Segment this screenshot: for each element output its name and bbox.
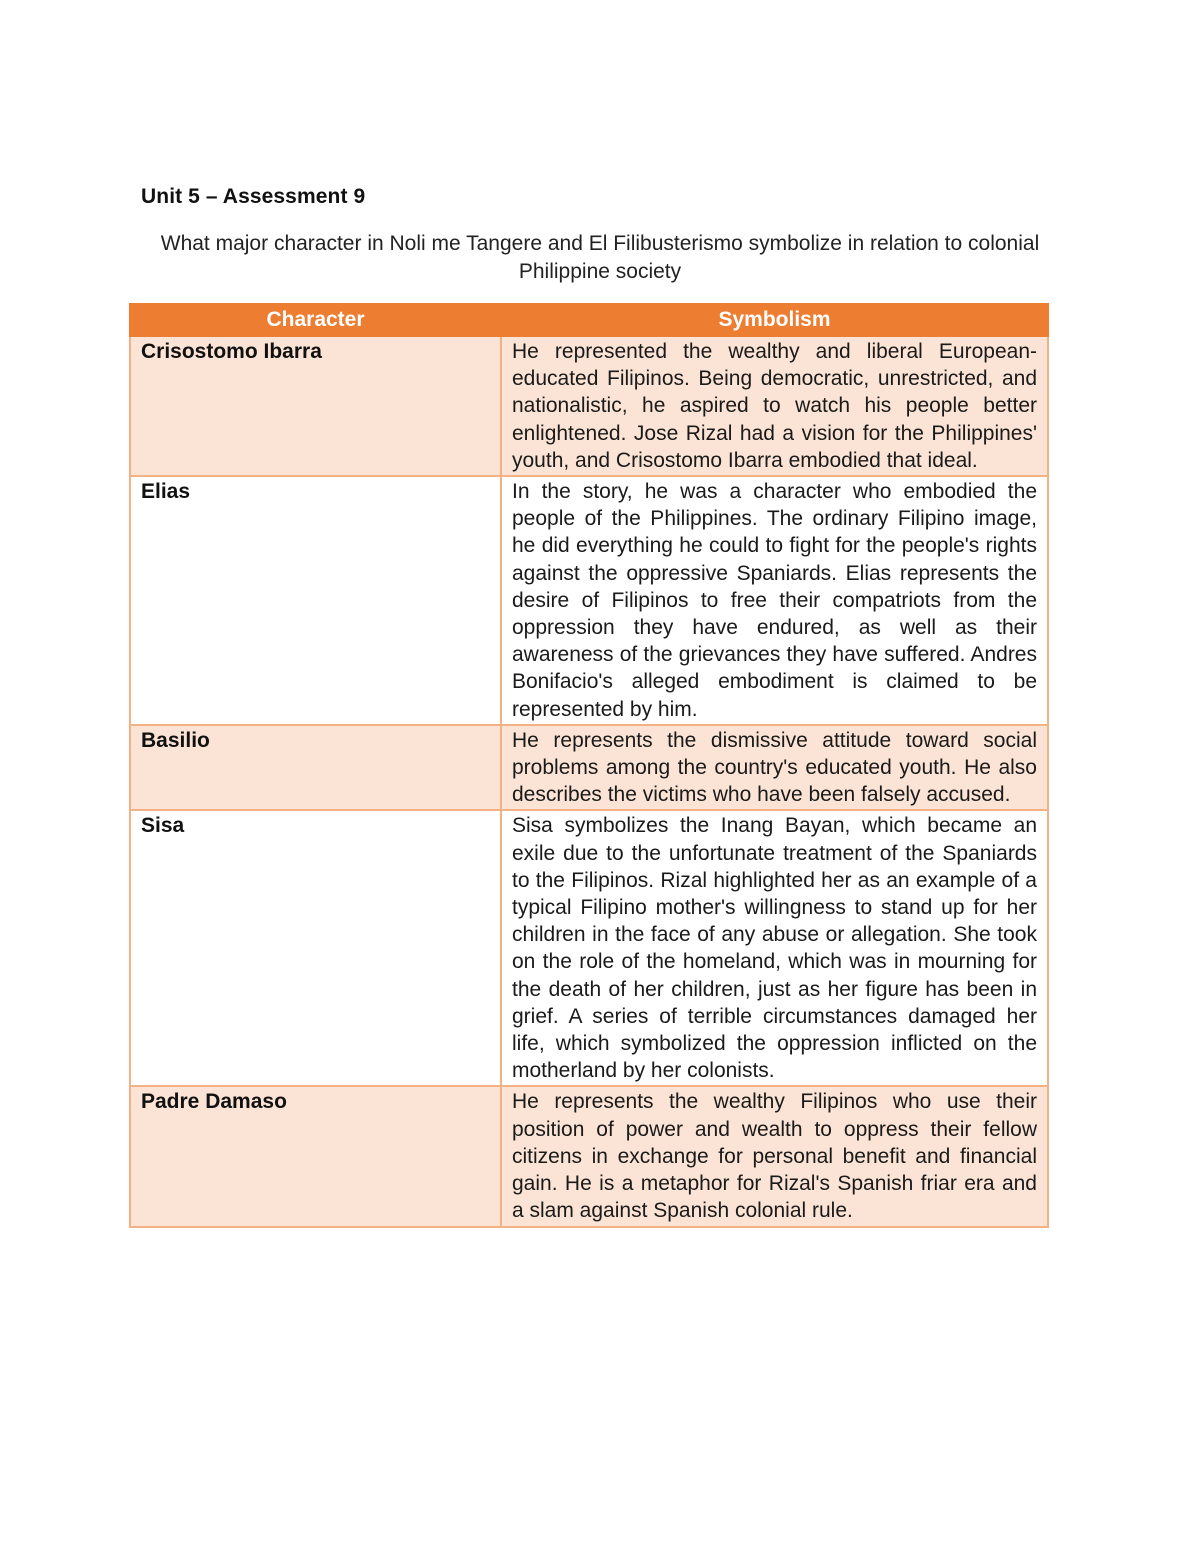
- character-name: Crisostomo Ibarra: [130, 336, 501, 476]
- table-header-row: [130, 304, 1048, 336]
- symbolism-text: In the story, he was a character who embodied the people of the Philippines. The ordinary Filipino image, he did everything he could to fight for the people's rights against the oppressive Spaniards. Elias represents the desire of Filipinos to free their compatriots from the oppression they have endured, as well as their awareness of the grievances they have suffered. Andres Bonifacio's alleged embodiment is claimed to be represented by him.: [501, 476, 1048, 725]
- symbolism-text: He represented the wealthy and liberal European-educated Filipinos. Being democratic, unrestricted, and nationalistic, he aspired to watch his people better enlightened. Jose Rizal had a vision for the Philippines' youth, and Crisostomo Ibarra embodied that ideal.: [501, 336, 1048, 476]
- character-name: Sisa: [130, 810, 501, 1086]
- character-name: Padre Damaso: [130, 1086, 501, 1226]
- assessment-question: What major character in Noli me Tangere and El Filibusterismo symbolize in relation to colonial Philippine society: [160, 232, 1040, 283]
- table-row: [130, 336, 1048, 476]
- character-name: Basilio: [130, 725, 501, 811]
- symbolism-text: He represents the wealthy Filipinos who use their position of power and wealth to oppress their fellow citizens in exchange for personal benefit and financial gain. He is a metaphor for Rizal's Spanish friar era and a slam against Spanish colonial rule.: [501, 1086, 1048, 1226]
- column-header-character: Character: [130, 304, 501, 336]
- column-header-symbolism: Symbolism: [501, 304, 1048, 336]
- table-row: [130, 476, 1048, 725]
- table-row: [130, 810, 1048, 1086]
- symbolism-text: He represents the dismissive attitude toward social problems among the country's educated youth. He also describes the victims who have been falsely accused.: [501, 725, 1048, 811]
- symbolism-table: [129, 303, 1049, 1228]
- table-row: [130, 725, 1048, 811]
- table-row: [130, 1086, 1048, 1226]
- symbolism-text: Sisa symbolizes the Inang Bayan, which became an exile due to the unfortunate treatment of the Spaniards to the Filipinos. Rizal highlighted her as an example of a typical Filipino mother's willingness to stand up for her children in the face of any abuse or allegation. She took on the role of the homeland, which was in mourning for the death of her children, just as her figure has been in grief. A series of terrible circumstances damaged her life, which symbolized the oppression inflicted on the motherland by her colonists.: [501, 810, 1048, 1086]
- character-name: Elias: [130, 476, 501, 725]
- page-title: Unit 5 – Assessment 9: [141, 185, 366, 208]
